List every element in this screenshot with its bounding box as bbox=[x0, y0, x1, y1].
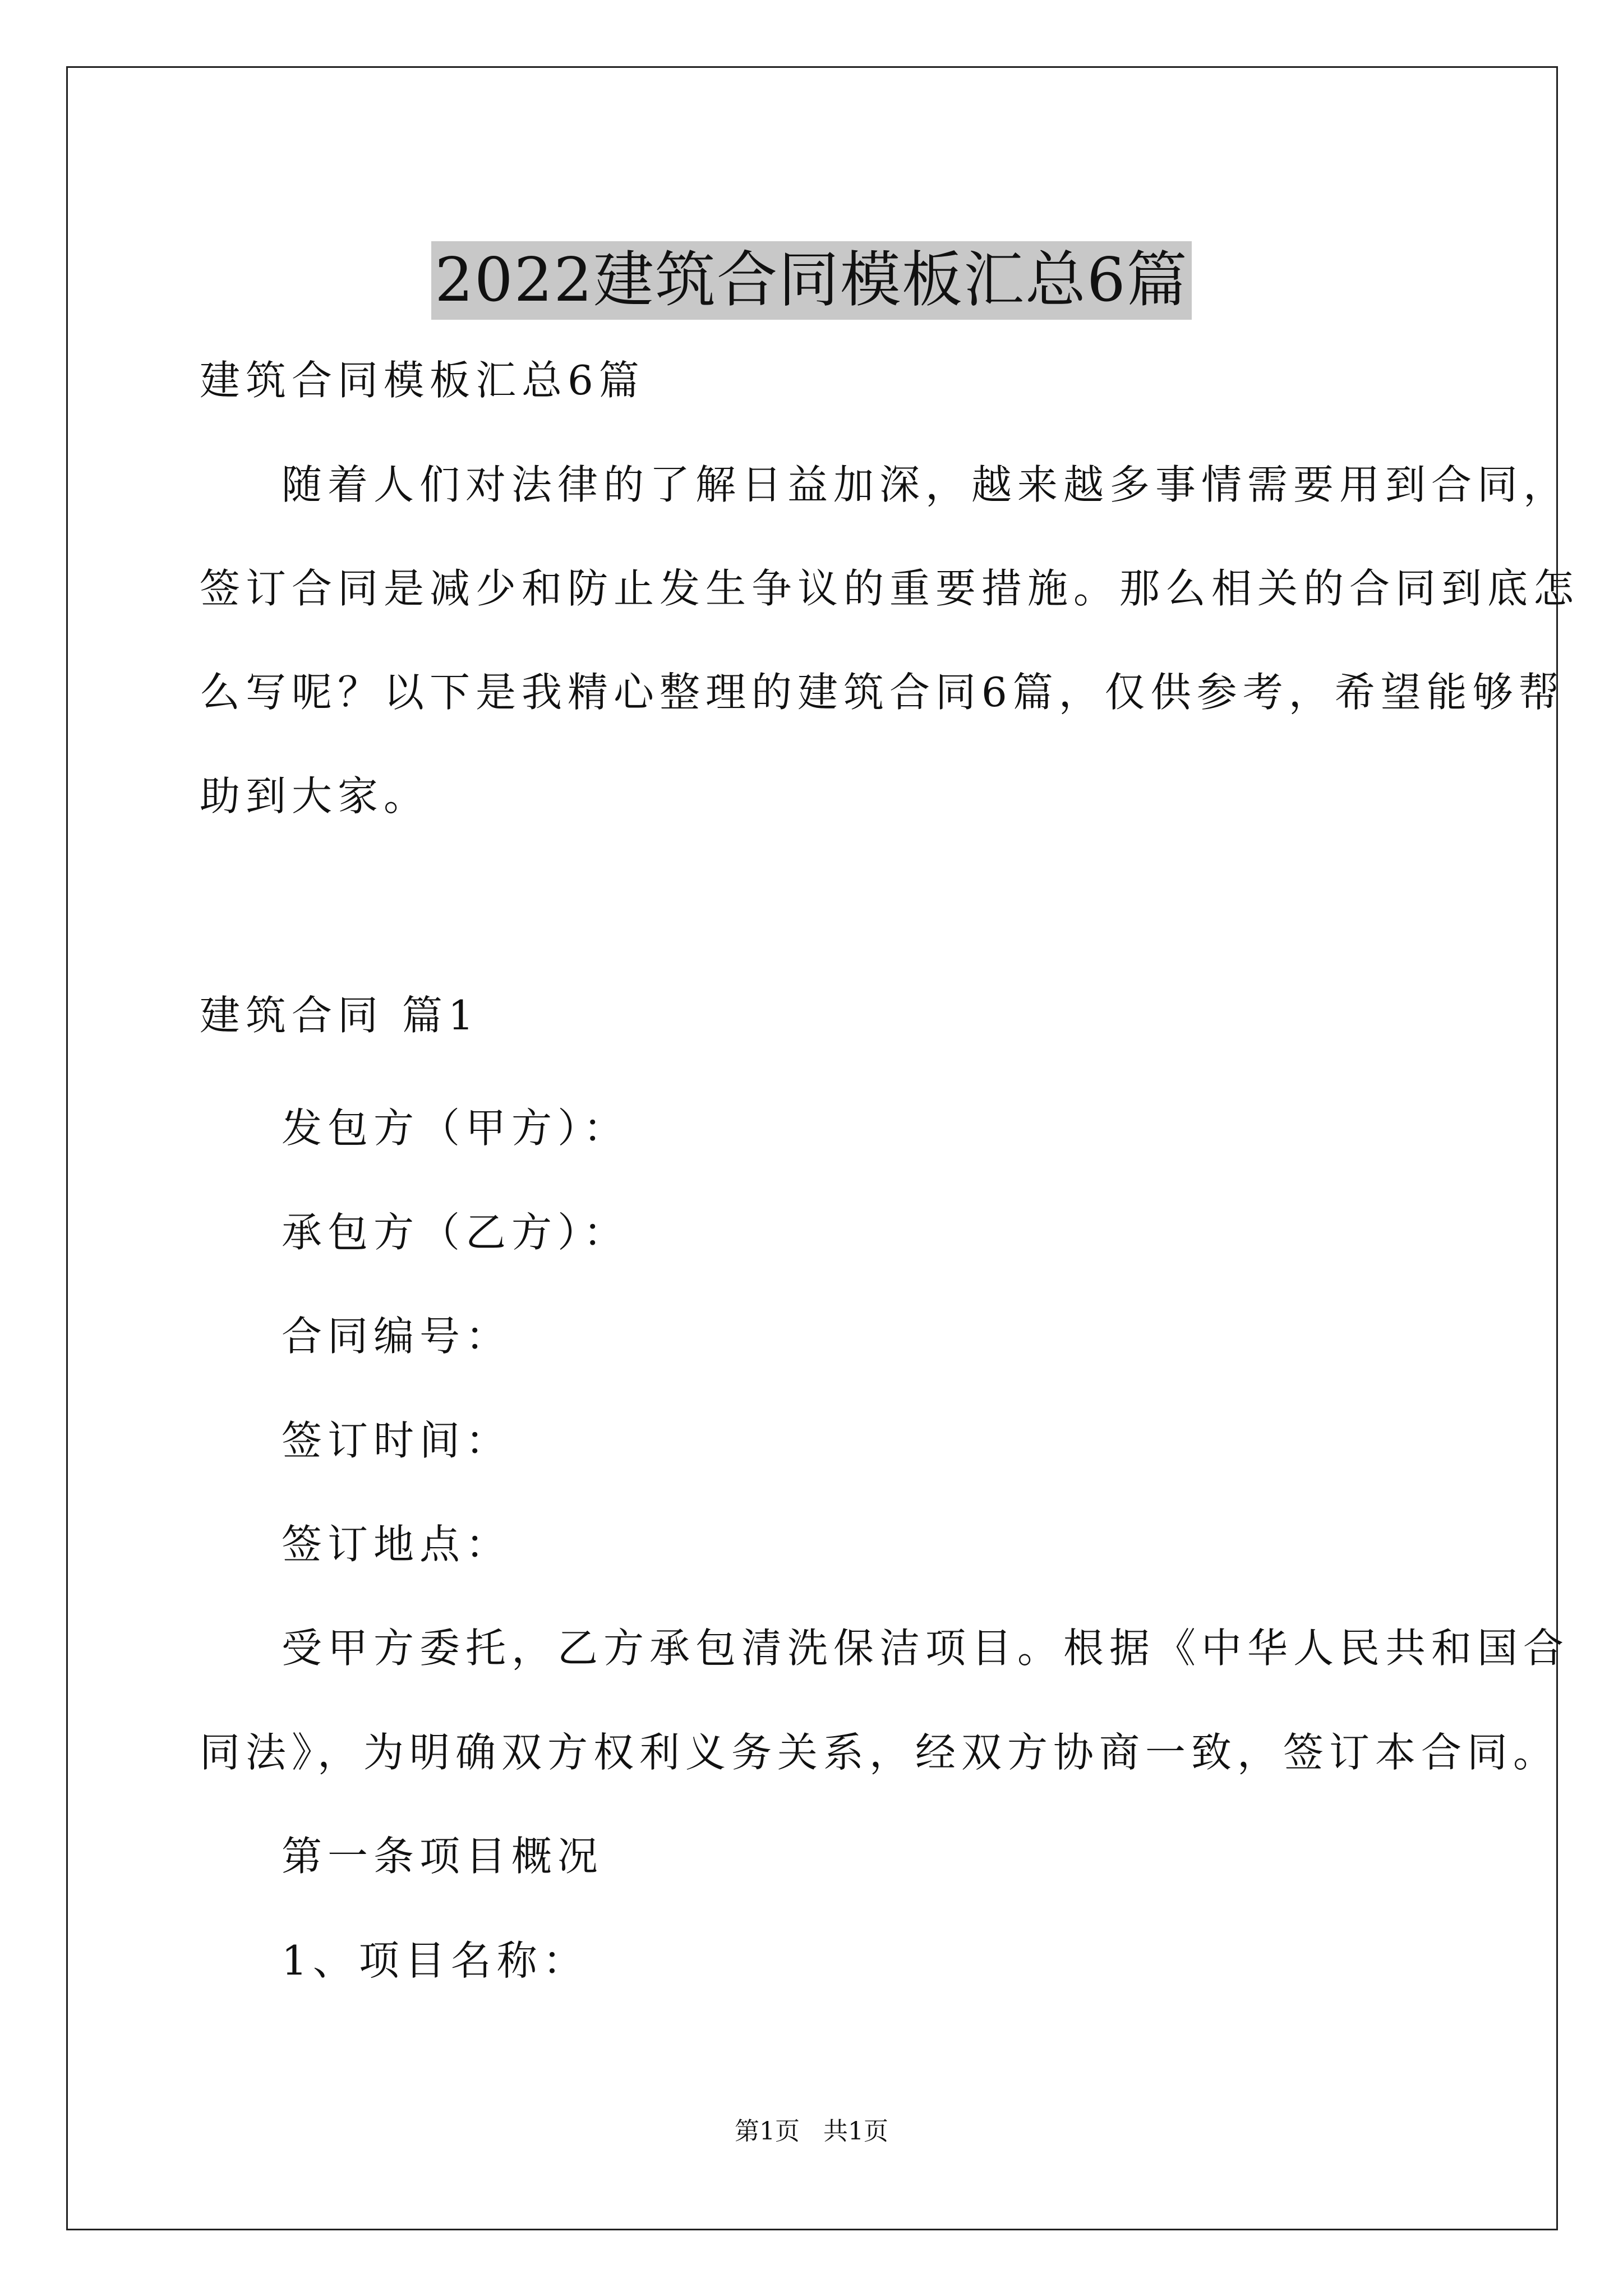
document-subtitle: 建筑合同模板汇总6篇 bbox=[200, 357, 645, 404]
body-line-2: 同法》，为明确双方权利义务关系，经双方协商一致，签订本合同。 bbox=[200, 1729, 1560, 1776]
field-party-b: 承包方（乙方）： bbox=[282, 1209, 630, 1256]
page-footer: 第1页 共1页 bbox=[735, 2117, 888, 2146]
article-heading: 第一条项目概况 bbox=[282, 1833, 604, 1880]
document-title: 2022建筑合同模板汇总6篇 bbox=[431, 241, 1192, 320]
field-contract-number: 合同编号： bbox=[282, 1313, 512, 1360]
body-line-1: 受甲方委托，乙方承包清洗保洁项目。根据《中华人民共和国合 bbox=[282, 1625, 1570, 1672]
field-signing-place: 签订地点： bbox=[282, 1521, 512, 1568]
intro-line-3: 么写呢？以下是我精心整理的建筑合同6篇，仅供参考，希望能够帮 bbox=[200, 669, 1565, 716]
title-container bbox=[0, 201, 1623, 361]
field-party-a: 发包方（甲方）： bbox=[282, 1105, 630, 1152]
intro-line-2: 签订合同是减少和防止发生争议的重要措施。那么相关的合同到底怎 bbox=[200, 565, 1580, 612]
item-project-name: 1、项目名称： bbox=[282, 1937, 589, 1984]
section-heading: 建筑合同 篇1 bbox=[200, 992, 479, 1039]
field-signing-time: 签订时间： bbox=[282, 1417, 512, 1464]
intro-line-4: 助到大家。 bbox=[200, 772, 430, 820]
intro-line-1: 随着人们对法律的了解日益加深，越来越多事情需要用到合同， bbox=[282, 461, 1570, 508]
